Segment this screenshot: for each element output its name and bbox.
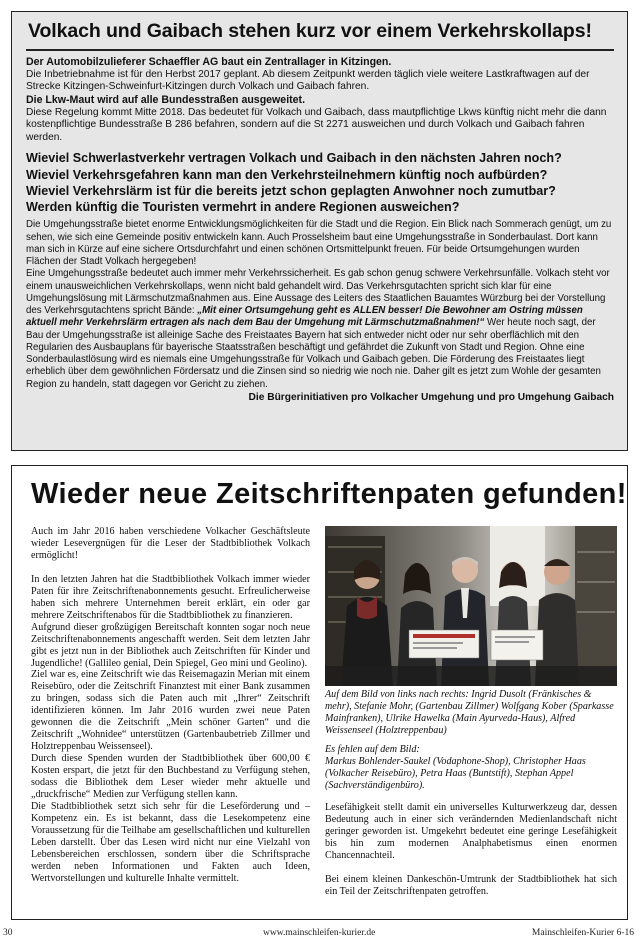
lead1-text: Die Inbetriebnahme ist für den Herbst 2017 geplant. Ab diesem Zeitpunkt werden täglich viele weitere Lastkraftwagen auf der Strecke Kitzingen-Schweinfurt-Kitzingen durch Volkach und Gaibach fahren.: [26, 68, 590, 93]
photo-caption: [325, 689, 617, 792]
library-article-left-column: [31, 526, 310, 885]
library-article-right-column: [325, 802, 617, 898]
question-4: Werden künftig die Touristen vermehrt in andere Regionen ausweichen?: [26, 200, 460, 215]
authority-quote: „Mit einer Ortsumgehung geht es ALLEN besser! Die Bewohner am Ostring müssen aktuell mehr Verkehrslärm ertragen als nach dem Bau der Umgehung mit Lärmschutzmaßnahmen!“: [26, 305, 583, 329]
left-paragraph-4: Ziel war es, eine Zeitschrift wie das Reisemagazin Merian mit einem Reisebüro, oder die Zeitschrift Finanztest mit einer Bank zusammen zu bringen, sodass sich die Paten auch mit „Ihrer“ Zeitschrift identifizieren können. Im Jahr 2016 wurden zwei neue Paten gewonnen die die Zeitschrift „Mein schöner Garten“ und die Zeitschrift „Wohnidee“ unterstützen (Gartenbaubetrieb Zillmer und Holztreppenbau Weissenseel).: [31, 669, 310, 753]
body-2-text: Eine Umgehungsstraße bedeutet auch immer mehr Verkehrssicherheit. Es gab schon genug schwere Verkehrsunfälle. Volkach steht vor einem unausweichlichen Verkehrskollaps, wenn nicht bald gehandelt wird. Das Verkehrsgutachten spricht sich klar für eine Umgehungslösung mit Lärmschutzmaßnahmen aus. Eine Aussage des Leiters des Staatlichen Bauamtes Würzburg bei der Vorstellung des Verkehrsgutachtens spricht Bände:: [26, 268, 610, 317]
lead1-heading: Der Automobilzulieferer Schaeffler AG baut ein Zentrallager in Kitzingen.: [26, 55, 392, 68]
right-paragraph-2: Bei einem kleinen Dankeschön-Umtrunk der Stadtbibliothek hat sich ein Teil der Zeitschriftenpaten getroffen.: [325, 873, 617, 897]
left-paragraph-5: Durch diese Spenden wurden der Stadtbibliothek über 600,00 € Kosten erspart, die jetzt für den Buchbestand zu Verfügung stehen, sodass die Bibliothek dem Leser wieder mehr aktuelle und „druckfrische“ Medien zur Verfügung stellen kann.: [31, 753, 310, 801]
traffic-article-body-1: Die Umgehungsstraße bietet enorme Entwicklungsmöglichkeiten für die Stadt und die Region. Ein Blick nach Sommerach genügt, um zu sehen, wie sich eine Gemeinde positiv entwickeln kann. Auch Prosselsheim baut eine Umgehungsstraße in Sonderbaulast. Dort kann man sich in Kürze auf eine sichere Ortsdurchfahrt und einen schönen Ortsmittelpunkt freuen. Für beide Ortsumgehungen wurden Flächen der Stadt Volkach hergegeben!: [26, 219, 612, 268]
page-number: 30: [3, 928, 13, 938]
lead2-text: Diese Regelung kommt Mitte 2018. Das bedeutet für Volkach und Gaibach, dass mautpflichtige Lkws künftig nicht mehr die dann kostenpflichtige Bundesstraße B 286 befahren, sondern auf die St 2271 ausweichen und durch Volkach und Gaibach fahren werden.: [26, 106, 607, 143]
caption-missing-heading: Es fehlen auf dem Bild:: [325, 743, 420, 755]
headline-divider: [26, 49, 614, 51]
caption-people-missing: Markus Bohlender-Saukel (Vodaphone-Shop), Christopher Haas (Volkacher Reisebüro), Petra Haas (Buntstift), Stephan Appel (Sachverständigenbüro).: [325, 755, 586, 791]
traffic-article-box: [11, 11, 628, 451]
caption-people-pictured: Auf dem Bild von links nach rechts: Ingrid Dusolt (Fränkisches & mehr), Stefanie Mohr, (Gartenbau Zillmer) Wolfgang Kober (Sparkasse Mainfranken), Ulrike Hawelka (Main Ayurveda-Haus), Alfred Weissenseel (Holztreppenbau): [325, 689, 614, 736]
library-article-box: [11, 465, 628, 920]
issue-label: Mainschleifen-Kurier 6-16: [531, 928, 634, 938]
traffic-article-body-2: [26, 268, 614, 391]
left-paragraph-6: Die Stadtbibliothek setzt sich sehr für die Leseförderung und –Kompetenz ein. Es ist bekannt, dass die Lesekompetenz eine Voraussetzung für die Teilhabe am gesellschaftlichen und kulturellen Leben darstellt. Über das Lesen wird nicht nur eine Vielzahl von Lebensbereichen erschlossen, sondern über die Schriftsprache werden neben Informationen und Fakten auch Ideen, Wertvorstellungen und kulturelle Inhalte vermittelt.: [31, 800, 310, 884]
left-paragraph-1: Auch im Jahr 2016 haben verschiedene Volkacher Geschäftsleute wieder Lesevergnügen für die Leser der Stadtbibliothek Volkach ermöglicht!: [31, 526, 310, 561]
question-1: Wieviel Schwerlastverkehr vertragen Volkach und Gaibach in den nächsten Jahren noch?: [26, 151, 562, 166]
traffic-article-signature: Die Bürgerinitiativen pro Volkacher Umgehung und pro Umgehung Gaibach: [248, 391, 614, 403]
question-list: [26, 150, 614, 215]
left-paragraph-2: In den letzten Jahren hat die Stadtbibliothek Volkach immer wieder Paten für ihre Zeitschriftenabonnements gesucht. Erfreulicherweise haben sich mehrere Unternehmen bereit erklärt, ein oder gar mehrere Zeitschriftenabos für die Stadtbibliothek zu finanzieren.: [31, 573, 310, 621]
footer-url[interactable]: www.mainschleifen-kurier.de: [263, 928, 376, 938]
question-3: Wieviel Verkehrslärm ist für die bereits jetzt schon geplagten Anwohner noch zumutbar?: [26, 183, 556, 198]
left-paragraph-3: Aufgrund dieser großzügigen Bereitschaft konnten sogar noch neue Zeitschriftenabonnements angeschafft werden. Seit dem letzten Jahr gibt es jetzt nun in der Bibliothek auch Zeitschriften für Kinder und Jugendliche! (Gallileo genial, Dein Spiegel, Geo mini und Geolino).: [31, 621, 310, 669]
lead2-heading: Die Lkw-Maut wird auf alle Bundesstraßen ausgeweitet.: [26, 93, 306, 106]
group-photo-illustration: [325, 526, 617, 686]
page-footer: [0, 928, 640, 942]
group-photo: [325, 526, 617, 686]
traffic-article-headline: Volkach und Gaibach stehen kurz vor einem Verkehrskollaps!: [28, 20, 592, 42]
body-3-text: Wer heute noch sagt, der Bau der Umgehungsstraße ist alleinige Sache des Freistaates Bayern hat sich entweder nicht oder nur sehr oberflächlich mit den Regularien des Ausbauplans für bayerische Staatsstraßen beschäftigt und gefährdet die Zukunft von Stadt und Region. Ohne eine Sonderbaulastlösung wird es niemals eine Umgehungsstraße für Volkach und Gaibach geben. Die Förderung des Freistaates liegt erheblich über dem gewöhnlichen Fördersatz und die Zinsen sind so niedrig wie noch nie. Daher gilt es jetzt zum Wohle der gesamten Region zu handeln, statt dagegen vor Gericht zu ziehen.: [26, 317, 601, 390]
library-article-headline: Wieder neue Zeitschriftenpaten gefunden!: [31, 478, 627, 510]
question-2: Wieviel Verkehrsgefahren kann man den Verkehrsteilnehmern künftig noch aufbürden?: [26, 167, 548, 182]
right-paragraph-1: Lesefähigkeit stellt damit ein universelles Kulturwerkzeug dar, dessen Bedeutung auch in einer sich verändernden Medienlandschaft nicht geringer geworden ist. Umgekehrt bedeutet eine geringe Lesefähigkeit bis hin zum modernen Analphabetismus einen enormen Chancennachteil.: [325, 802, 617, 861]
